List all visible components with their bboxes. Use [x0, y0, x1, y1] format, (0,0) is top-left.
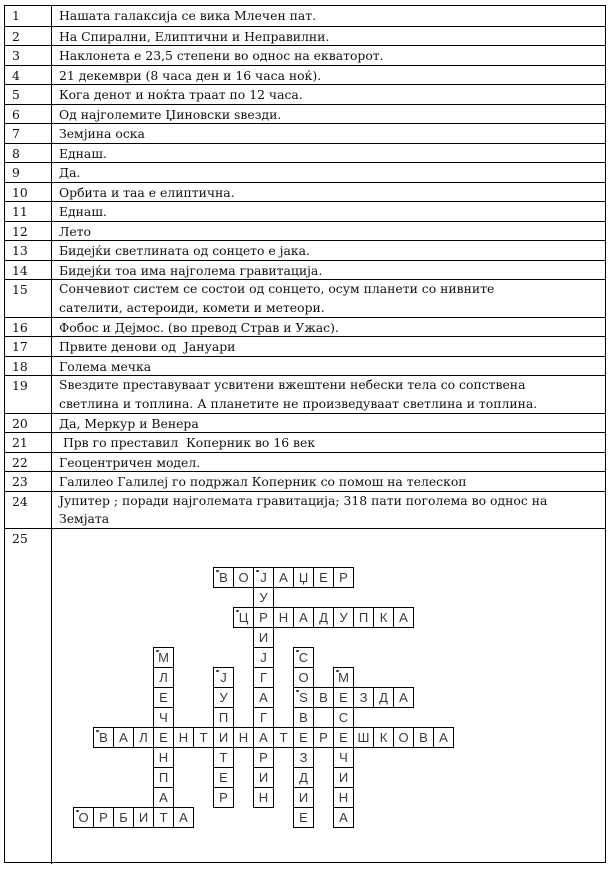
crossword-letter: Л — [159, 670, 168, 685]
crossword-cell — [373, 607, 394, 628]
answer-row — [5, 84, 605, 104]
crossword-cell — [293, 747, 314, 768]
answer-text — [52, 241, 605, 260]
crossword-cell — [253, 687, 274, 708]
crossword-cell — [293, 687, 314, 708]
answer-text-line: Наклонета е 23,5 степени во однос на екваторот. — [59, 48, 384, 63]
answer-text — [52, 222, 605, 241]
crossword-cell — [293, 807, 314, 828]
question-number: 3 — [5, 46, 52, 65]
crossword-letter: В — [419, 730, 428, 745]
crossword-letter: Е — [219, 770, 228, 785]
crossword-letter: В — [319, 690, 328, 705]
question-number: 12 — [5, 222, 52, 241]
crossword-cell — [253, 767, 274, 788]
clue-number-marker — [216, 670, 219, 673]
crossword-cell — [433, 727, 454, 748]
crossword-cell — [153, 727, 174, 748]
crossword-cell — [113, 727, 134, 748]
question-number: 21 — [5, 433, 52, 452]
answer-row — [5, 375, 605, 413]
answer-text-line: Орбита и таа е елиптична. — [59, 184, 235, 200]
crossword-cell — [333, 747, 354, 768]
crossword-cell — [353, 727, 374, 748]
crossword-cell — [393, 727, 414, 748]
answer-text — [52, 6, 605, 26]
clue-number-marker — [336, 670, 339, 673]
crossword-cell — [273, 567, 294, 588]
crossword-letter: Ј — [260, 650, 267, 665]
answer-row — [5, 162, 605, 182]
crossword-letter: В — [99, 730, 108, 745]
answer-text-line: Геоцентричен модел. — [59, 454, 201, 470]
answer-row — [5, 26, 605, 46]
answer-text — [52, 144, 605, 163]
clue-number-marker — [296, 650, 299, 653]
answer-text-line: Од најголемите Џиновски ѕвезди. — [59, 106, 282, 122]
answer-text-line: Галилео Галилеј го подржал Коперник со помош на телескоп — [59, 474, 467, 489]
crossword-cell — [253, 667, 274, 688]
crossword-cell — [253, 727, 274, 748]
crossword-letter: И — [298, 790, 309, 805]
answer-text-line: Прв го преставил Коперник во 16 век — [59, 435, 316, 450]
crossword-letter: Е — [339, 690, 348, 705]
crossword-cell — [333, 607, 354, 628]
crossword-cell — [253, 787, 274, 808]
answer-text-line: Земјата — [59, 511, 110, 527]
answer-row — [5, 491, 605, 529]
answer-text-line: Земјина оска — [59, 126, 145, 141]
answer-text — [52, 202, 605, 221]
crossword-letter: О — [398, 730, 409, 745]
answer-text-line: Јупитер ; поради најголемата гравитација; 318 пати поголема во однос на — [59, 492, 548, 508]
crossword-cell — [153, 767, 174, 788]
crossword-cell — [153, 787, 174, 808]
question-number: 16 — [5, 318, 52, 337]
clue-number-marker — [236, 610, 239, 613]
answer-row — [5, 65, 605, 85]
answer-text-line: сателити, астероиди, комети и метеори. — [59, 299, 325, 315]
crossword-cell — [273, 607, 294, 628]
crossword-cell — [333, 787, 354, 808]
crossword-letter: Н — [338, 790, 349, 805]
question-number: 22 — [5, 453, 52, 472]
answer-text — [52, 124, 605, 143]
crossword-letter: Е — [299, 810, 308, 825]
crossword-grid — [73, 567, 453, 827]
answer-row — [5, 45, 605, 65]
crossword-letter: Г — [259, 710, 268, 725]
crossword-letter: Р — [219, 790, 228, 805]
crossword-cell — [313, 727, 334, 748]
crossword-letter: П — [218, 710, 229, 725]
answer-row — [5, 452, 605, 472]
question-number: 23 — [5, 472, 52, 491]
crossword-cell — [333, 567, 354, 588]
crossword-letter: Е — [299, 730, 308, 745]
question-number: 7 — [5, 124, 52, 143]
crossword-cell — [173, 807, 194, 828]
answer-text — [52, 85, 605, 104]
answer-row — [5, 356, 605, 376]
answer-text — [52, 492, 605, 529]
answer-row — [5, 104, 605, 124]
crossword-cell — [233, 567, 254, 588]
crossword-cell — [353, 607, 374, 628]
crossword-letter: Д — [379, 690, 388, 705]
crossword-letter: К — [379, 610, 388, 625]
crossword-cell — [333, 767, 354, 788]
crossword-cell — [253, 647, 274, 668]
crossword-cell — [153, 667, 174, 688]
answer-row — [5, 201, 605, 221]
crossword-letter: Ц — [238, 610, 249, 625]
crossword-letter: Т — [159, 810, 168, 825]
crossword-cell — [213, 747, 234, 768]
answer-row — [5, 336, 605, 356]
crossword-cell — [333, 807, 354, 828]
clue-number-marker — [256, 570, 259, 573]
question-number: 8 — [5, 144, 52, 163]
question-number: 13 — [5, 241, 52, 260]
crossword-letter: А — [159, 790, 168, 805]
crossword-letter: Р — [319, 730, 328, 745]
question-number: 24 — [5, 492, 52, 529]
crossword-cell — [313, 607, 334, 628]
crossword-letter: Л — [139, 730, 148, 745]
crossword-cell — [333, 727, 354, 748]
crossword-letter: Е — [339, 730, 348, 745]
crossword-letter: Ѕ — [299, 690, 308, 705]
answer-row — [5, 279, 605, 317]
crossword-letter: Т — [279, 730, 288, 745]
crossword-cell — [293, 707, 314, 728]
answer-text — [52, 414, 605, 433]
crossword-letter: М — [338, 670, 349, 685]
crossword-cell — [253, 587, 274, 608]
answer-text-line: Да. — [59, 165, 81, 180]
crossword-cell — [73, 807, 94, 828]
answer-row — [5, 317, 605, 337]
answer-text — [52, 433, 605, 452]
crossword-letter: Т — [219, 750, 228, 765]
crossword-letter: А — [259, 730, 268, 745]
crossword-cell — [293, 767, 314, 788]
answer-text — [52, 357, 605, 376]
answer-text — [52, 318, 605, 337]
crossword-letter: У — [219, 690, 228, 705]
crossword-letter: К — [379, 730, 388, 745]
crossword-letter: Ш — [357, 730, 370, 745]
question-number: 2 — [5, 27, 52, 46]
clue-number-marker — [156, 650, 159, 653]
clue-number-marker — [216, 570, 219, 573]
crossword-cell — [293, 607, 314, 628]
crossword-letter: Н — [278, 610, 289, 625]
answer-row — [5, 471, 605, 491]
crossword-letter: З — [359, 690, 368, 705]
question-number: 20 — [5, 414, 52, 433]
question-number: 18 — [5, 357, 52, 376]
crossword-cell — [213, 767, 234, 788]
crossword-cell — [333, 687, 354, 708]
crossword-letter: Е — [159, 730, 168, 745]
crossword-cell — [393, 607, 414, 628]
crossword-letter: А — [299, 610, 308, 625]
crossword-cell — [313, 687, 334, 708]
crossword-letter: И — [218, 730, 229, 745]
answer-text-line: Лето — [59, 223, 91, 239]
crossword-letter: А — [259, 690, 268, 705]
question-number: 5 — [5, 85, 52, 104]
crossword-cell — [93, 807, 114, 828]
crossword-letter: З — [299, 750, 308, 765]
crossword-letter: О — [238, 570, 249, 585]
crossword-cell — [353, 687, 374, 708]
question-number: 25 — [5, 529, 52, 864]
crossword-letter: Р — [259, 610, 268, 625]
crossword-letter: Ј — [260, 570, 267, 585]
crossword-letter: И — [338, 770, 349, 785]
crossword-letter: М — [158, 650, 169, 665]
answer-text — [52, 280, 605, 317]
answer-text — [52, 27, 605, 46]
crossword-cell — [333, 707, 354, 728]
crossword-letter: А — [279, 570, 288, 585]
answer-row — [5, 240, 605, 260]
crossword-letter: С — [338, 710, 349, 725]
crossword-letter: И — [258, 630, 269, 645]
crossword-letter: П — [158, 770, 169, 785]
crossword-letter: Д — [319, 610, 328, 625]
crossword-letter: О — [298, 670, 309, 685]
answer-text-line: Еднаш. — [59, 204, 107, 219]
answer-text-line: Бидејќи светлината од сонцето е јака. — [59, 243, 310, 258]
crossword-cell — [273, 727, 294, 748]
crossword-letter: Е — [159, 690, 168, 705]
answer-text-line: светлина и топлина. А планетите не произведуваат светлина и топлина. — [59, 395, 538, 411]
crossword-letter: Џ — [298, 570, 309, 585]
answer-text — [52, 261, 605, 280]
crossword-letter: В — [219, 570, 228, 585]
question-number: 17 — [5, 337, 52, 356]
crossword-cell — [253, 567, 274, 588]
crossword-cell — [153, 687, 174, 708]
crossword-cell — [293, 567, 314, 588]
crossword-letter: С — [298, 650, 309, 665]
answer-row — [5, 123, 605, 143]
crossword-cell — [373, 687, 394, 708]
crossword-cell — [93, 727, 114, 748]
crossword-letter: Е — [319, 570, 328, 585]
crossword-letter: Р — [99, 810, 108, 825]
answer-text-line: Првите денови од Јануари — [59, 339, 236, 354]
crossword-cell — [193, 727, 214, 748]
crossword-cell — [213, 567, 234, 588]
crossword-letter: Н — [158, 750, 169, 765]
answer-text-line: Голема мечка — [59, 358, 152, 374]
answer-row — [5, 260, 605, 280]
crossword-cell — [133, 807, 154, 828]
crossword-letter: А — [179, 810, 188, 825]
question-number: 1 — [5, 6, 52, 26]
crossword-letter: П — [358, 610, 369, 625]
crossword-cell — [213, 787, 234, 808]
crossword-cell — [113, 807, 134, 828]
answer-text-line: Ѕвездите преставуваат усвитени вжештени небески тела со сопствена — [59, 377, 526, 392]
crossword-letter: Н — [178, 730, 189, 745]
crossword-letter: Б — [119, 810, 128, 825]
crossword-letter: Ч — [159, 710, 168, 725]
answer-row — [5, 413, 605, 433]
question-number: 9 — [5, 163, 52, 182]
crossword-cell — [293, 727, 314, 748]
crossword-cell — [313, 567, 334, 588]
crossword-cell — [413, 727, 434, 748]
crossword-cell — [253, 747, 274, 768]
answer-text — [52, 105, 605, 124]
crossword-cell — [393, 687, 414, 708]
crossword-letter: Н — [258, 790, 269, 805]
crossword-cell — [213, 727, 234, 748]
crossword-cell — [333, 667, 354, 688]
crossword-cell — [293, 667, 314, 688]
crossword-cell — [153, 707, 174, 728]
crossword-cell — [233, 607, 254, 628]
crossword-letter: У — [259, 590, 268, 605]
crossword-cell — [233, 727, 254, 748]
answer-text-line: 21 декември (8 часа ден и 16 часа ноќ). — [59, 67, 322, 83]
answer-row — [5, 143, 605, 163]
crossword-cell — [253, 707, 274, 728]
answer-row — [5, 432, 605, 452]
crossword-cell — [293, 787, 314, 808]
crossword-letter: Ј — [220, 670, 227, 685]
answer-text-line: Да, Меркур и Венера — [59, 415, 199, 431]
crossword-cell — [213, 707, 234, 728]
answer-row — [5, 6, 605, 26]
answer-text — [52, 337, 605, 356]
crossword-letter: И — [138, 810, 149, 825]
crossword-cell — [213, 687, 234, 708]
crossword-cell — [153, 647, 174, 668]
crossword-letter: Н — [238, 730, 249, 745]
crossword-letter: Р — [339, 570, 348, 585]
crossword-letter: Ч — [339, 750, 348, 765]
crossword-letter: А — [339, 810, 348, 825]
crossword-letter: У — [339, 610, 348, 625]
answer-text-line: Бидејќи тоа има најголема гравитација. — [59, 262, 323, 278]
answer-text-line: Фобос и Дејмос. (во превод Страв и Ужас). — [59, 319, 339, 335]
crossword-letter: А — [399, 690, 408, 705]
crossword-cell — [153, 747, 174, 768]
answer-text — [52, 472, 605, 491]
crossword-letter: Г — [259, 670, 268, 685]
crossword-cell — [293, 647, 314, 668]
clue-number-marker — [296, 690, 299, 693]
answer-text — [52, 183, 605, 202]
crossword-cell — [213, 667, 234, 688]
crossword-cell — [253, 627, 274, 648]
answer-text — [52, 163, 605, 182]
crossword-letter: Т — [199, 730, 208, 745]
answer-text-line: Еднаш. — [59, 145, 107, 161]
question-number: 4 — [5, 66, 52, 85]
crossword-cell — [373, 727, 394, 748]
answer-text — [52, 376, 605, 413]
answer-text-line: Кога денот и ноќта траат по 12 часа. — [59, 87, 303, 102]
question-number: 15 — [5, 280, 52, 317]
crossword-cell — [253, 607, 274, 628]
answer-text-line: Нашата галаксија се вика Млечен пат. — [59, 8, 317, 23]
crossword-cell — [153, 807, 174, 828]
answer-row — [5, 221, 605, 241]
crossword-letter: Д — [299, 770, 308, 785]
crossword-letter: И — [258, 770, 269, 785]
question-number: 6 — [5, 105, 52, 124]
clue-number-marker — [76, 810, 79, 813]
answer-text-line: На Спирални, Елиптични и Неправилни. — [59, 28, 330, 44]
clue-number-marker — [96, 730, 99, 733]
crossword-cell — [133, 727, 154, 748]
answer-text — [52, 46, 605, 65]
answer-text — [52, 66, 605, 85]
crossword-cell — [173, 727, 194, 748]
crossword-letter: А — [119, 730, 128, 745]
answer-text — [52, 453, 605, 472]
crossword-letter: А — [399, 610, 408, 625]
crossword-letter: В — [299, 710, 308, 725]
question-number: 19 — [5, 376, 52, 413]
crossword-letter: А — [439, 730, 448, 745]
question-number: 10 — [5, 183, 52, 202]
crossword-letter: О — [78, 810, 89, 825]
crossword-letter: Р — [259, 750, 268, 765]
answer-row — [5, 182, 605, 202]
question-number: 11 — [5, 202, 52, 221]
question-number: 14 — [5, 261, 52, 280]
answer-text-line: Сончевиот систем се состои од сонцето, осум планети со нивните — [59, 281, 495, 296]
